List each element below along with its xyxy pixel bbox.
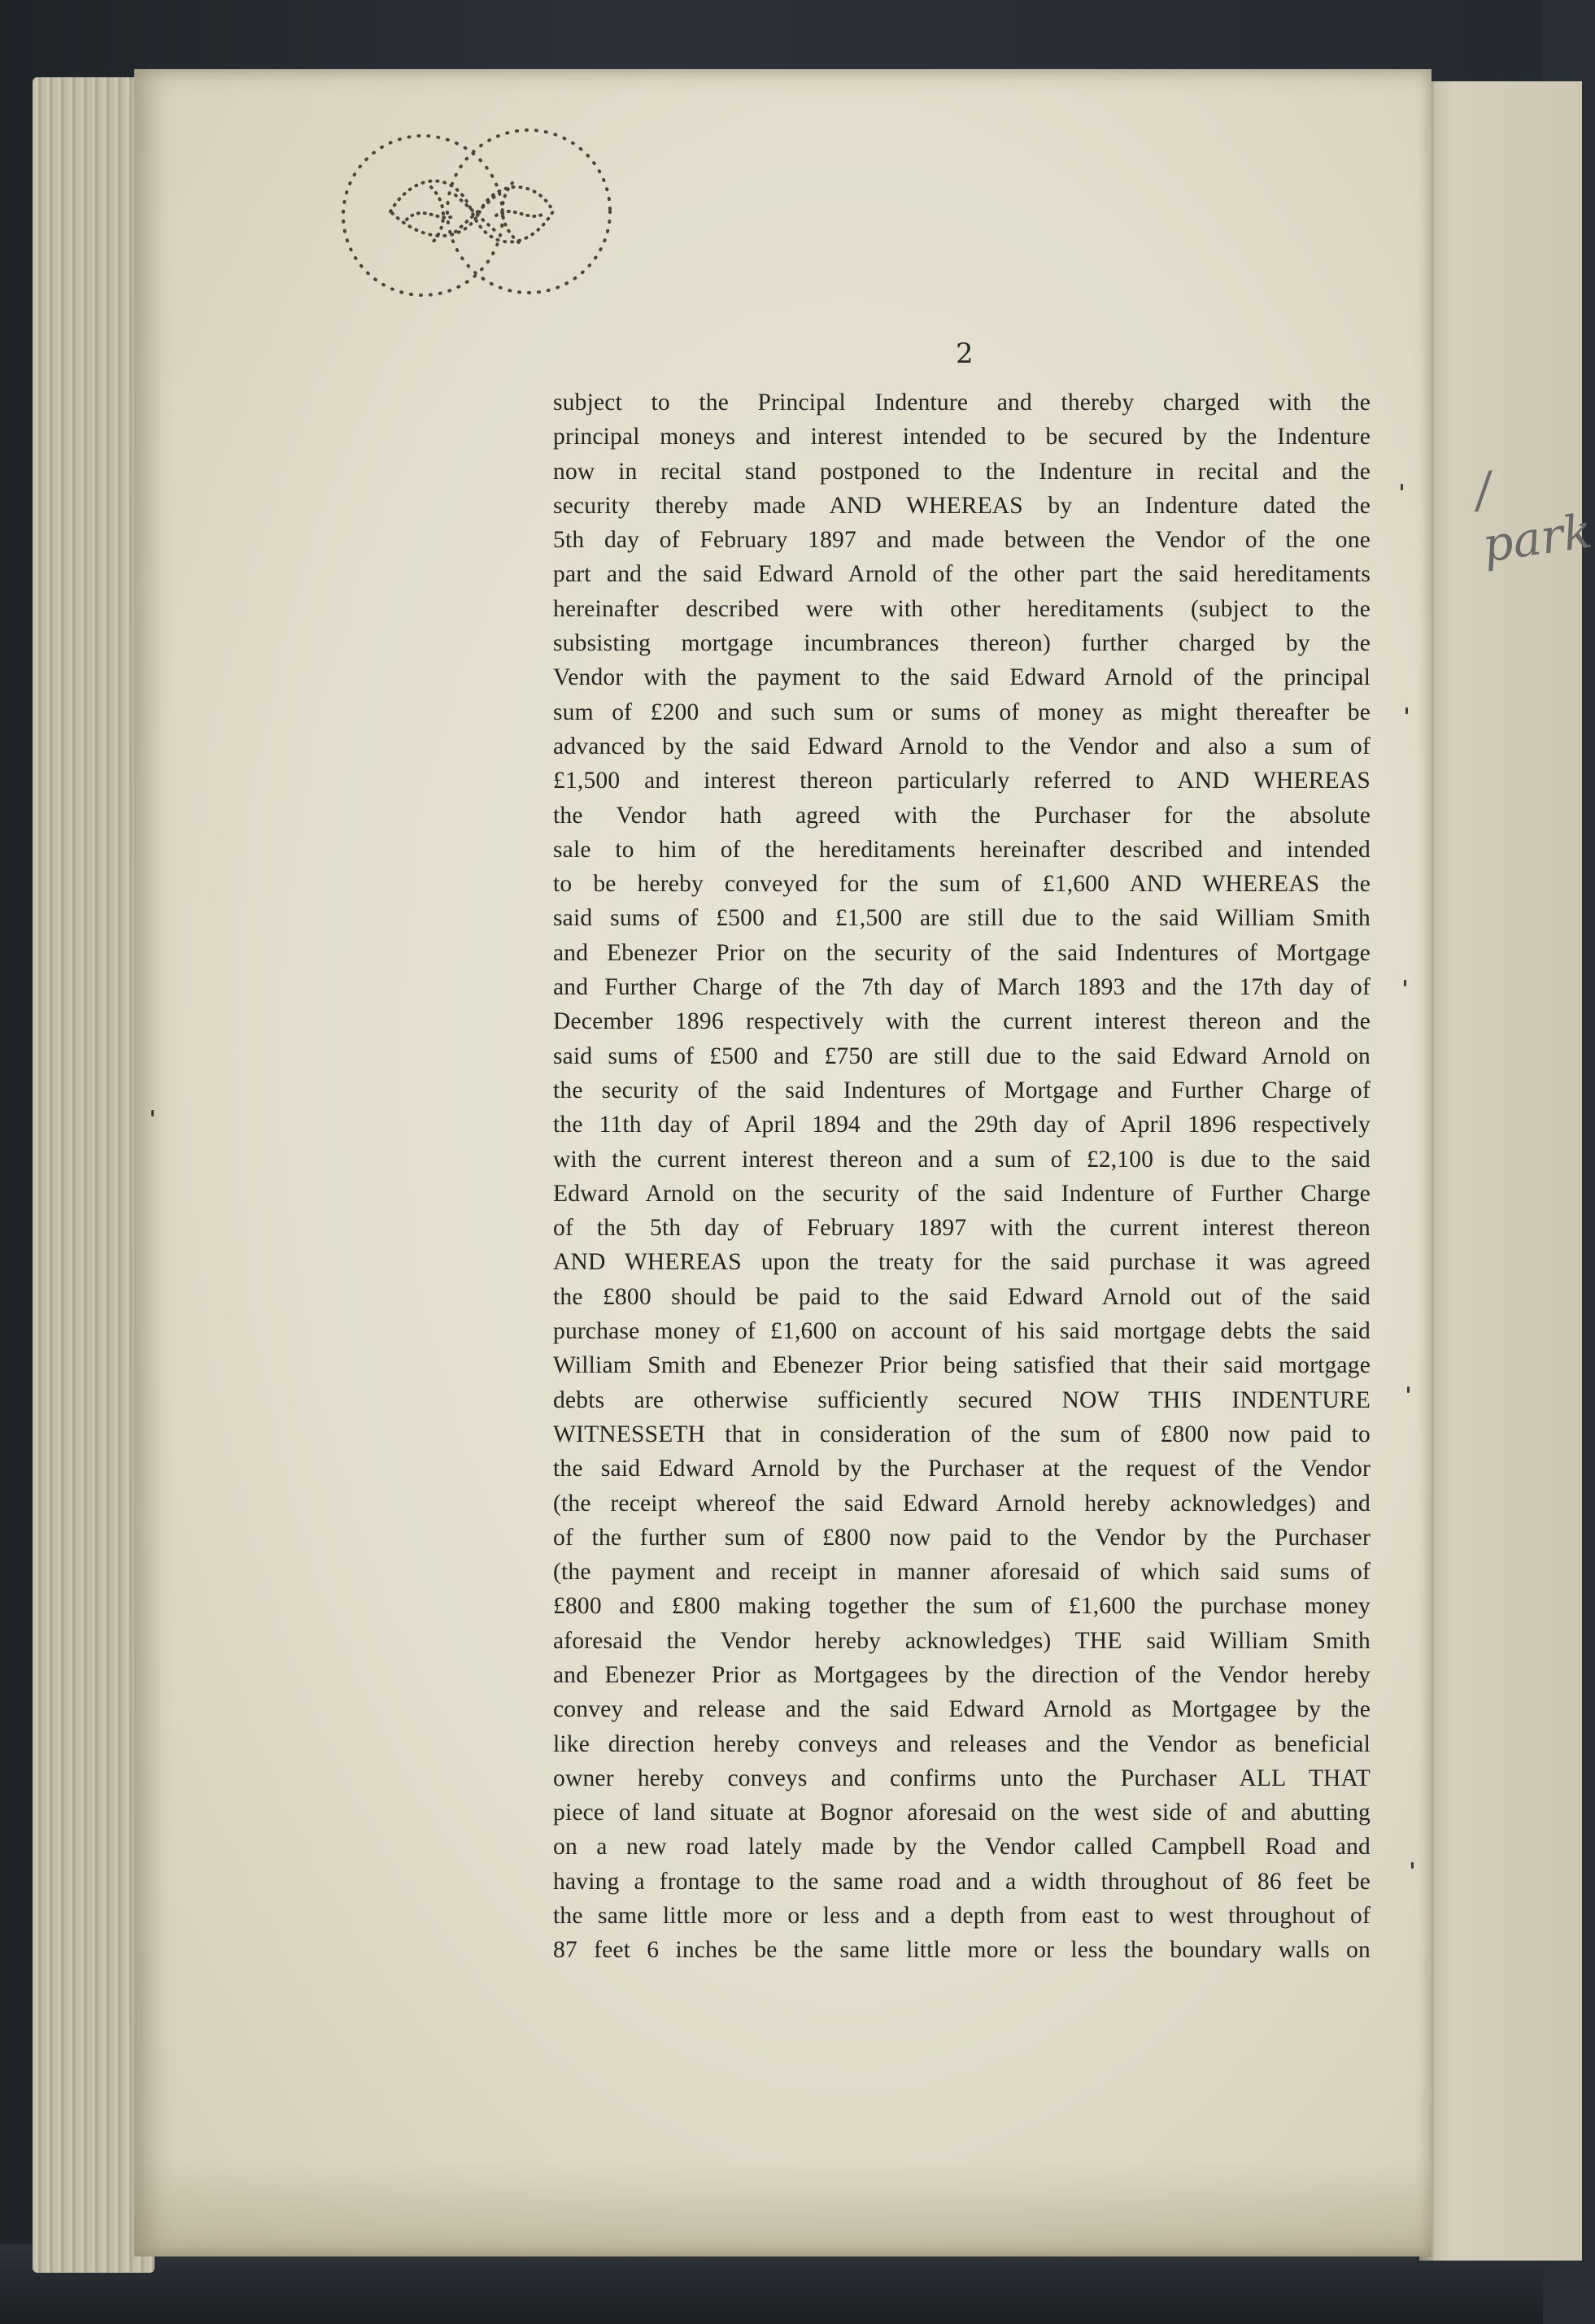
text-line: advanced by the said Edward Arnold to the Vendor and also a sum of	[553, 733, 1371, 759]
text-line: convey and release and the said Edward Arnold as Mortgagee by the	[553, 1696, 1371, 1723]
text-line: having a frontage to the same road and a width throughout of 86 feet be	[553, 1868, 1371, 1895]
text-line: with the current interest thereon and a sum of £2,100 is due to the said	[553, 1146, 1371, 1173]
text-line: principal moneys and interest intended to be secured by the Indenture	[553, 424, 1371, 450]
text-line: Vendor with the payment to the said Edward Arnold of the principal	[553, 664, 1371, 691]
page-shadow	[134, 2159, 1432, 2257]
text-line: purchase money of £1,600 on account of his said mortgage debts the said	[553, 1318, 1371, 1345]
text-line: sale to him of the hereditaments hereinafter described and intended	[553, 836, 1371, 863]
text-line: of the 5th day of February 1897 with the current interest thereon	[553, 1215, 1371, 1242]
text-line: the same little more or less and a depth from east to west throughout of	[553, 1903, 1371, 1930]
text-line: December 1896 respectively with the current interest thereon and the	[553, 1008, 1371, 1035]
facing-page-right	[1419, 81, 1582, 2261]
perforated-seal-icon	[333, 122, 626, 309]
paper-speck	[1407, 1386, 1410, 1393]
text-line: 5th day of February 1897 and made between the Vendor of the one	[553, 527, 1371, 554]
text-line: (the receipt whereof the said Edward Arnold hereby acknowledges) and	[553, 1490, 1371, 1517]
paper-speck	[1404, 980, 1406, 986]
text-line: said sums of £500 and £750 are still due to the said Edward Arnold on	[553, 1042, 1371, 1069]
text-line: subject to the Principal Indenture and thereby charged with the	[553, 390, 1371, 416]
text-line: piece of land situate at Bognor aforesaid on the west side of and abutting	[553, 1800, 1371, 1826]
text-line: Edward Arnold on the security of the said Indenture of Further Charge	[553, 1180, 1371, 1207]
text-line: said sums of £500 and £1,500 are still due to the said William Smith	[553, 905, 1371, 932]
text-line: owner hereby conveys and confirms unto the Purchaser ALL THAT	[553, 1765, 1371, 1791]
paper-speck	[1411, 1862, 1414, 1869]
text-line: security thereby made AND WHEREAS by an Indenture dated the	[553, 492, 1371, 519]
text-line: subsisting mortgage incumbrances thereon) further charged by the	[553, 630, 1371, 657]
text-line: the £800 should be paid to the said Edward Arnold out of the said	[553, 1283, 1371, 1310]
text-line: £800 and £800 making together the sum of £1,600 the purchase money	[553, 1593, 1371, 1620]
text-line: the security of the said Indentures of Mortgage and Further Charge of	[553, 1077, 1371, 1103]
text-line: like direction hereby conveys and releases and the Vendor as beneficial	[553, 1730, 1371, 1757]
page-number: 2	[956, 337, 974, 370]
text-line: and Further Charge of the 7th day of March 1893 and the 17th day of	[553, 974, 1371, 1001]
text-line: the Vendor hath agreed with the Purchaser for the absolute	[553, 802, 1371, 829]
paper-speck	[151, 1110, 154, 1116]
text-line: £1,500 and interest thereon particularly referred to AND WHEREAS	[553, 768, 1371, 794]
text-line: now in recital stand postponed to the Indenture in recital and the	[553, 458, 1371, 485]
paper-speck	[1405, 707, 1408, 714]
text-line: to be hereby conveyed for the sum of £1,600 AND WHEREAS the	[553, 871, 1371, 898]
text-line: and Ebenezer Prior on the security of the said Indentures of Mortgage	[553, 939, 1371, 966]
text-line: sum of £200 and such sum or sums of money as might thereafter be	[553, 699, 1371, 725]
text-line: hereinafter described were with other hereditaments (subject to the	[553, 595, 1371, 622]
text-line: 87 feet 6 inches be the same little more or less the boundary walls on	[553, 1937, 1371, 1964]
text-line: WITNESSETH that in consideration of the sum of £800 now paid to	[553, 1421, 1371, 1447]
text-line: (the payment and receipt in manner aforesaid of which said sums of	[553, 1559, 1371, 1586]
text-line: debts are otherwise sufficiently secured NOW THIS INDENTURE	[553, 1386, 1371, 1413]
text-line: aforesaid the Vendor hereby acknowledges) THE said William Smith	[553, 1627, 1371, 1654]
handwritten-margin-note: / park	[1471, 461, 1595, 573]
paper-speck	[1401, 484, 1403, 490]
text-line: part and the said Edward Arnold of the other part the said hereditaments	[553, 561, 1371, 588]
text-line: on a new road lately made by the Vendor called Campbell Road and	[553, 1834, 1371, 1861]
text-line: and Ebenezer Prior as Mortgagees by the direction of the Vendor hereby	[553, 1661, 1371, 1688]
text-line: AND WHEREAS upon the treaty for the said purchase it was agreed	[553, 1249, 1371, 1276]
text-line: William Smith and Ebenezer Prior being satisfied that their said mortgage	[553, 1352, 1371, 1379]
text-line: the 11th day of April 1894 and the 29th day of April 1896 respectively	[553, 1112, 1371, 1138]
text-line: of the further sum of £800 now paid to the Vendor by the Purchaser	[553, 1524, 1371, 1551]
text-line: the said Edward Arnold by the Purchaser at the request of the Vendor	[553, 1456, 1371, 1482]
indenture-body-text	[553, 385, 1371, 1968]
